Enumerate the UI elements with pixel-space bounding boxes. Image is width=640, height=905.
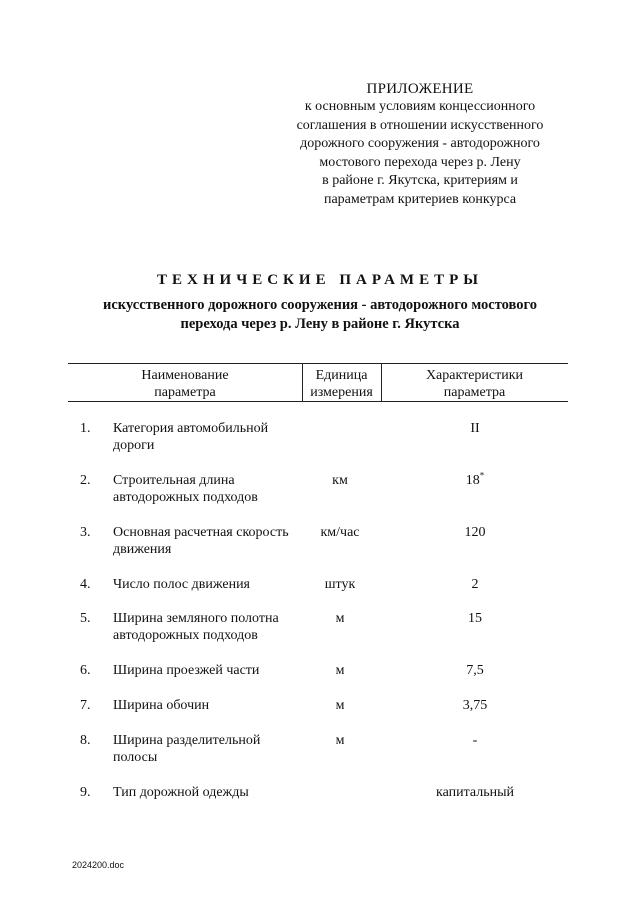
row-name: Категория автомобильной дороги bbox=[113, 421, 269, 453]
row-unit: штук bbox=[324, 577, 356, 592]
row-name: Ширина обочин bbox=[113, 698, 210, 713]
row-number: 4. bbox=[80, 577, 91, 592]
row-value-text: 15 bbox=[468, 611, 482, 626]
row-value-text: 3,75 bbox=[462, 698, 488, 713]
row-unit: м bbox=[335, 733, 345, 748]
appendix-line: параметрам критериев конкурса bbox=[323, 191, 517, 207]
appendix-line: соглашения в отношении искусственного bbox=[296, 117, 544, 133]
row-unit: км bbox=[332, 473, 348, 488]
appendix-block bbox=[270, 80, 570, 209]
row-value bbox=[400, 697, 550, 714]
document-title: ТЕХНИЧЕСКИЕ ПАРАМЕТРЫ bbox=[157, 272, 483, 288]
row-number: 8. bbox=[80, 733, 91, 748]
row-number: 5. bbox=[80, 611, 91, 626]
header-unit-line: измерения bbox=[310, 385, 373, 400]
row-value bbox=[400, 610, 550, 627]
row-name: Основная расчетная скорость движения bbox=[113, 525, 289, 557]
row-value bbox=[400, 576, 550, 593]
row-name: Ширина проезжей части bbox=[113, 663, 260, 678]
row-unit: м bbox=[335, 698, 345, 713]
header-value-line: параметра bbox=[443, 385, 506, 400]
row-value bbox=[400, 472, 550, 489]
row-number: 7. bbox=[80, 698, 91, 713]
row-number: 6. bbox=[80, 663, 91, 678]
document-subtitle bbox=[60, 296, 580, 334]
row-value-text: капитальный bbox=[436, 785, 514, 800]
row-value bbox=[400, 732, 550, 749]
row-unit: м bbox=[335, 663, 345, 678]
header-unit bbox=[302, 367, 381, 401]
row-number: 9. bbox=[80, 785, 91, 800]
header-name-line: Наименование bbox=[141, 368, 229, 383]
subtitle-line: искусственного дорожного сооружения - автодорожного мостового bbox=[103, 297, 537, 313]
header-name-line: параметра bbox=[154, 385, 216, 400]
row-name: Число полос движения bbox=[113, 577, 250, 592]
row-name: Тип дорожной одежды bbox=[113, 785, 249, 800]
header-value-line: Характеристики bbox=[425, 368, 524, 383]
row-number: 2. bbox=[80, 473, 91, 488]
table-top-rule bbox=[68, 363, 568, 364]
row-value bbox=[400, 784, 550, 801]
row-value-mark: * bbox=[479, 470, 485, 481]
subtitle-line: перехода через р. Лену в районе г. Якутска bbox=[180, 316, 460, 332]
row-name: Строительная длина автодорожных подходов bbox=[113, 473, 258, 505]
header-unit-line: Единица bbox=[315, 368, 368, 383]
row-name: Ширина разделительной полосы bbox=[113, 733, 261, 765]
row-unit: м bbox=[335, 611, 345, 626]
appendix-line: к основным условиям концессионного bbox=[304, 99, 536, 114]
row-value-text: 2 bbox=[471, 577, 479, 592]
row-value-text: 120 bbox=[464, 525, 486, 540]
header-name bbox=[68, 367, 302, 401]
row-value-text: 18 bbox=[465, 473, 480, 488]
row-value-text: II bbox=[470, 421, 480, 436]
row-value bbox=[400, 524, 550, 541]
appendix-line: дорожного сооружения - автодорожного bbox=[300, 136, 540, 151]
header-value bbox=[381, 367, 568, 401]
file-name-footer: 2024200.doc bbox=[72, 860, 125, 870]
appendix-line: мостового перехода через р. Лену bbox=[319, 154, 521, 170]
row-value-text: 7,5 bbox=[466, 663, 484, 678]
row-number: 1. bbox=[80, 421, 91, 436]
appendix-line: в районе г. Якутска, критериям и bbox=[322, 173, 518, 188]
row-name: Ширина земляного полотна автодорожных подходов bbox=[113, 611, 279, 643]
row-unit: км/час bbox=[320, 525, 360, 540]
row-number: 3. bbox=[80, 525, 91, 540]
table-header-rule bbox=[68, 401, 568, 402]
row-value bbox=[400, 662, 550, 679]
row-value-text: - bbox=[472, 733, 478, 748]
row-value bbox=[400, 420, 550, 437]
appendix-heading: ПРИЛОЖЕНИЕ bbox=[366, 81, 474, 97]
